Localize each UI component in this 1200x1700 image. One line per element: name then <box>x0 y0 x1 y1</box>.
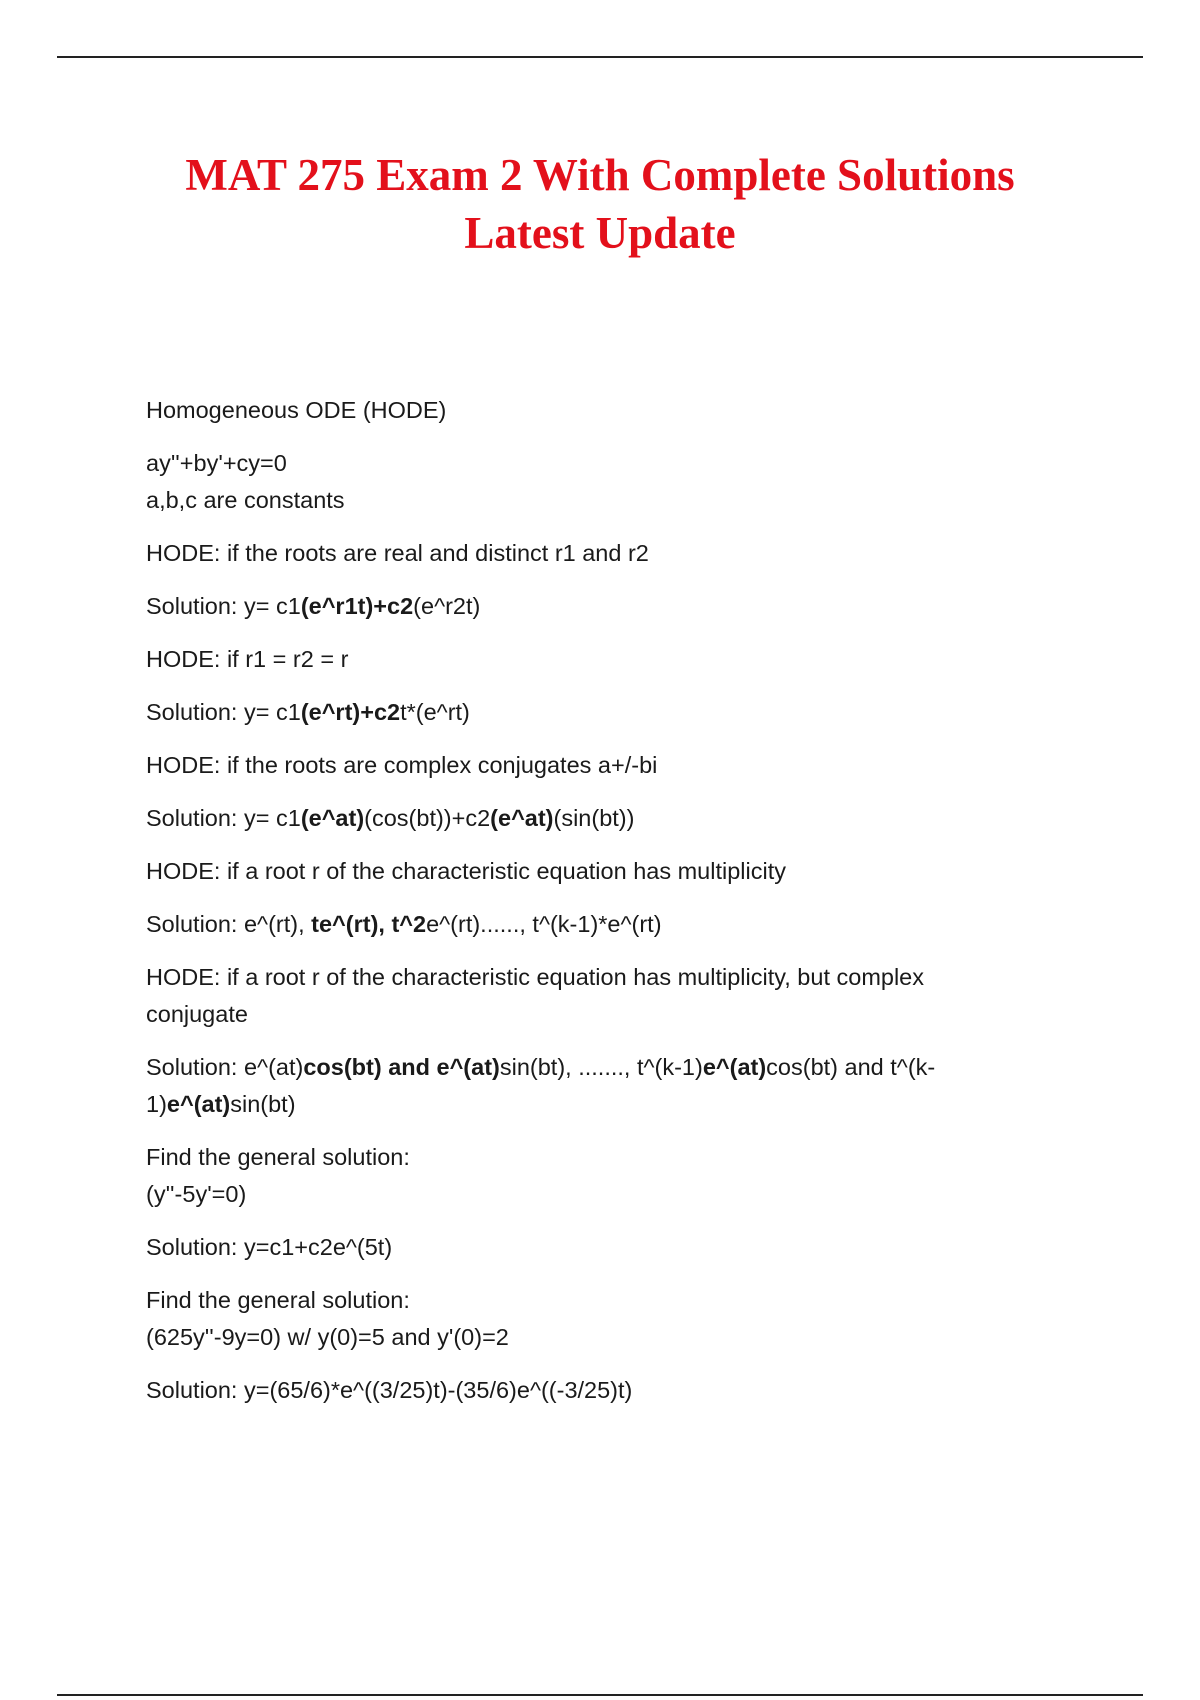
text-run: Solution: y= c1 <box>146 593 301 619</box>
title-line-1: MAT 275 Exam 2 With Complete Solutions <box>185 150 1015 200</box>
paragraph <box>146 906 1026 943</box>
text-line <box>146 1229 1026 1266</box>
text-line <box>146 1086 1026 1123</box>
paragraph <box>146 445 1026 519</box>
text-line <box>146 694 1026 731</box>
bold-text-run: e^(at) <box>166 1091 231 1117</box>
paragraph <box>146 588 1026 625</box>
text-run: Solution: e^(rt), <box>146 911 312 937</box>
text-run: conjugate <box>146 1001 248 1027</box>
text-line <box>146 1139 1026 1176</box>
text-run: (cos(bt))+c2 <box>364 805 491 831</box>
paragraph <box>146 1139 1026 1213</box>
text-line <box>146 853 1026 890</box>
text-run: HODE: if the roots are real and distinct r1 and r2 <box>146 540 649 566</box>
paragraph <box>146 535 1026 572</box>
bold-text-run: (e^at) <box>490 805 554 831</box>
text-line <box>146 1372 1026 1409</box>
paragraph <box>146 1229 1026 1266</box>
text-line <box>146 906 1026 943</box>
text-line <box>146 535 1026 572</box>
text-run: Solution: y=c1+c2e^(5t) <box>146 1234 393 1260</box>
text-run: Solution: e^(at) <box>146 1054 304 1080</box>
text-run: HODE: if the roots are complex conjugates a+/-bi <box>146 752 658 778</box>
text-run: (sin(bt)) <box>553 805 635 831</box>
text-line <box>146 1176 1026 1213</box>
bold-text-run: (e^r1t)+c2 <box>300 593 414 619</box>
text-run: sin(bt) <box>230 1091 296 1117</box>
text-run: Find the general solution: <box>146 1144 410 1170</box>
text-line <box>146 445 1026 482</box>
text-line <box>146 996 1026 1033</box>
text-run: Solution: y= c1 <box>146 699 301 725</box>
top-rule <box>57 56 1143 58</box>
bold-text-run: e^(at) <box>702 1054 767 1080</box>
text-run: 1) <box>146 1091 167 1117</box>
text-run: e^(rt)......, t^(k-1)*e^(rt) <box>426 911 662 937</box>
text-line <box>146 747 1026 784</box>
text-run: HODE: if a root r of the characteristic equation has multiplicity, but complex <box>146 964 925 990</box>
text-line <box>146 392 1026 429</box>
text-run: Solution: y= c1 <box>146 805 301 831</box>
bold-text-run: (e^rt)+c2 <box>300 699 401 725</box>
text-run: t*(e^rt) <box>400 699 470 725</box>
paragraph <box>146 747 1026 784</box>
text-run: (625y''-9y=0) w/ y(0)=5 and y'(0)=2 <box>146 1324 509 1350</box>
text-line <box>146 1319 1026 1356</box>
text-run: sin(bt), ......., t^(k-1) <box>499 1054 703 1080</box>
text-run: HODE: if r1 = r2 = r <box>146 646 349 672</box>
paragraph <box>146 694 1026 731</box>
bottom-rule <box>57 1694 1143 1696</box>
paragraph <box>146 392 1026 429</box>
text-line <box>146 641 1026 678</box>
text-line <box>146 588 1026 625</box>
title-line-2: Latest Update <box>464 208 736 258</box>
paragraph <box>146 853 1026 890</box>
text-run: (e^r2t) <box>413 593 481 619</box>
document-body <box>146 392 1026 1425</box>
paragraph <box>146 1049 1026 1123</box>
text-run: HODE: if a root r of the characteristic equation has multiplicity <box>146 858 786 884</box>
text-run: Solution: y=(65/6)*e^((3/25)t)-(35/6)e^((-3/25)t) <box>146 1377 633 1403</box>
text-run: (y''-5y'=0) <box>146 1181 247 1207</box>
text-run: cos(bt) and t^(k- <box>766 1054 936 1080</box>
bold-text-run: (e^at) <box>300 805 365 831</box>
text-run: a,b,c are constants <box>146 487 345 513</box>
text-line <box>146 959 1026 996</box>
paragraph <box>146 1372 1026 1409</box>
text-run: Find the general solution: <box>146 1287 410 1313</box>
paragraph <box>146 959 1026 1033</box>
paragraph <box>146 1282 1026 1356</box>
bold-text-run: te^(rt), t^2 <box>311 911 427 937</box>
text-line <box>146 482 1026 519</box>
text-line <box>146 800 1026 837</box>
paragraph <box>146 641 1026 678</box>
bold-text-run: cos(bt) and e^(at) <box>303 1054 500 1080</box>
text-line <box>146 1282 1026 1319</box>
text-run: ay''+by'+cy=0 <box>146 450 287 476</box>
text-line <box>146 1049 1026 1086</box>
paragraph <box>146 800 1026 837</box>
document-title <box>100 146 1100 262</box>
text-run: Homogeneous ODE (HODE) <box>146 397 447 423</box>
